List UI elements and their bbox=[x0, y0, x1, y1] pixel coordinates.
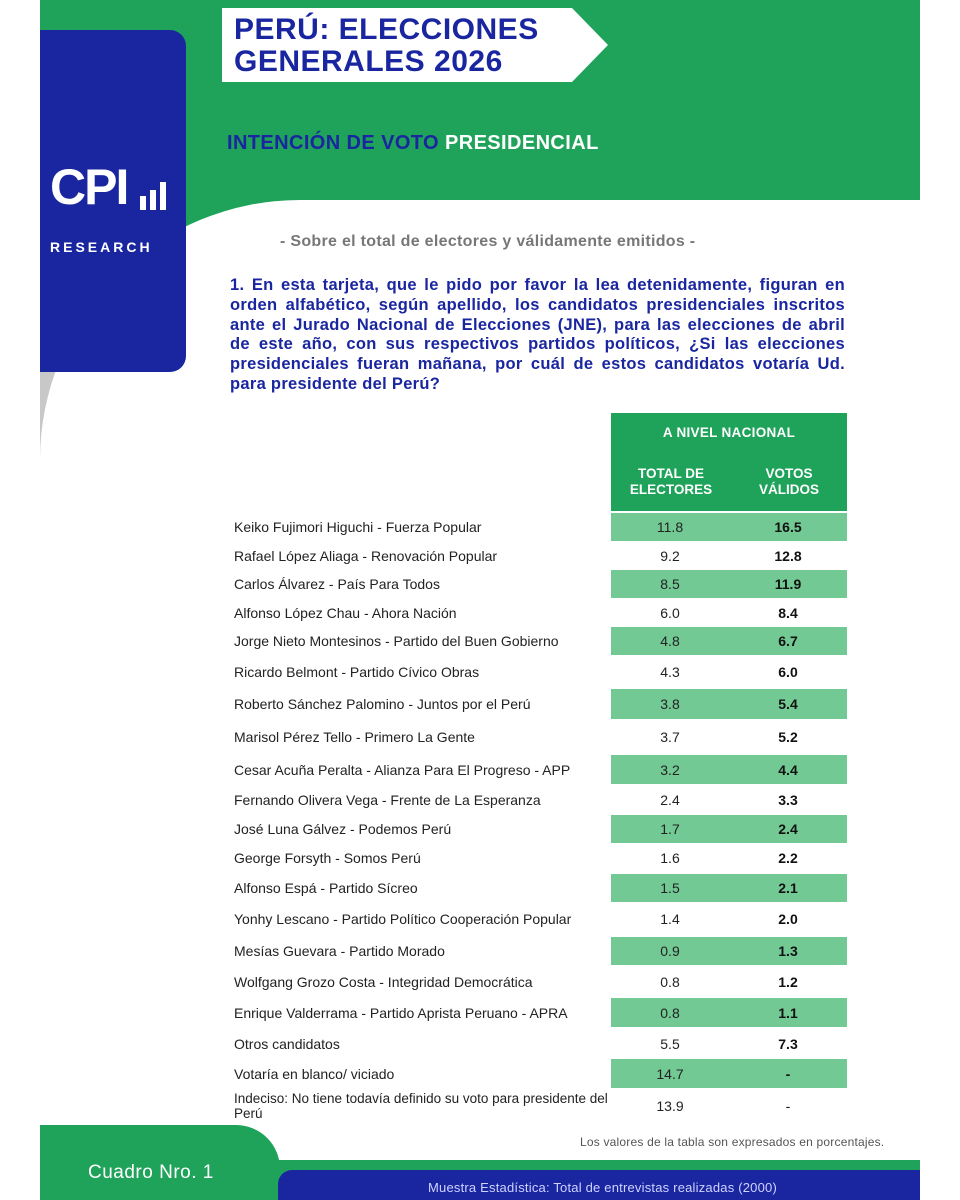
votos-validos-value: 1.2 bbox=[778, 974, 798, 990]
column-header-total-line2: ELECTORES bbox=[629, 482, 713, 497]
candidate-name: Enrique Valderrama - Partido Aprista Peruano - APRA bbox=[234, 1004, 568, 1021]
logo-name: CPI bbox=[50, 159, 128, 215]
table-row bbox=[230, 786, 847, 814]
total-electores-value: 5.5 bbox=[660, 1035, 680, 1052]
survey-question: 1. En esta tarjeta, que le pido por favor la lea detenidamente, figuran en orden alfabético, según apellido, los candidatos presidenciales inscritos ante el Jurado Nacional de Elecciones (JNE), para las elecciones de abril de este año, con sus respectivos partidos políticos, ¿Si las elecciones presidenciales fueran mañana, por cuál de estos candidatos votaría Ud. para presidente del Perú? bbox=[230, 276, 845, 393]
total-electores-value: 1.6 bbox=[660, 850, 680, 866]
total-electores-value: 3.8 bbox=[611, 689, 729, 719]
subtitle-white-part: PRESIDENCIAL bbox=[444, 132, 599, 154]
candidate-name: George Forsyth - Somos Perú bbox=[234, 850, 421, 866]
total-electores-value: 4.8 bbox=[611, 627, 729, 655]
candidate-name: Yonhy Lescano - Partido Político Cooperación Popular bbox=[234, 911, 572, 927]
column-header-total-line1: TOTAL DE bbox=[637, 466, 704, 481]
total-electores-value: 0.8 bbox=[611, 998, 729, 1027]
votos-validos-value: 11.9 bbox=[729, 570, 847, 598]
table-row bbox=[230, 542, 847, 570]
candidate-name: Roberto Sánchez Palomino - Juntos por el Perú bbox=[234, 696, 531, 712]
candidate-name: Keiko Fujimori Higuchi - Fuerza Popular bbox=[234, 519, 482, 535]
footer-sample-note: Muestra Estadística: Total de entrevistas realizadas (2000) bbox=[428, 1180, 778, 1195]
cpi-logo bbox=[40, 30, 186, 372]
table-row bbox=[230, 689, 847, 719]
total-electores-value: 6.0 bbox=[660, 605, 680, 621]
total-electores-value: 13.9 bbox=[656, 1098, 684, 1114]
total-electores-value: 1.5 bbox=[611, 874, 729, 902]
votos-validos-value: 4.4 bbox=[729, 755, 847, 784]
total-electores-value: 1.7 bbox=[611, 815, 729, 843]
votos-validos-value: 5.4 bbox=[729, 689, 847, 719]
votos-validos-value: 6.0 bbox=[778, 664, 798, 680]
candidate-name: Indeciso: No tiene todavía definido su voto para presidente del Perú bbox=[234, 1091, 608, 1121]
table-row bbox=[230, 658, 847, 686]
candidate-name: Fernando Olivera Vega - Frente de La Esperanza bbox=[234, 792, 541, 808]
candidate-name: Votaría en blanco/ viciado bbox=[234, 1065, 395, 1082]
candidate-name: Alfonso López Chau - Ahora Nación bbox=[234, 605, 457, 621]
logo-bars-icon bbox=[140, 180, 174, 210]
total-electores-value: 3.2 bbox=[611, 755, 729, 784]
table-row bbox=[230, 627, 847, 655]
votos-validos-value: 2.0 bbox=[778, 911, 798, 927]
total-electores-value: 1.4 bbox=[660, 911, 680, 927]
candidate-name: Marisol Pérez Tello - Primero La Gente bbox=[234, 729, 475, 745]
votos-validos-value: 2.2 bbox=[778, 850, 798, 866]
title-tag bbox=[222, 8, 608, 82]
table-footnote: Los valores de la tabla son expresados en porcentajes. bbox=[580, 1135, 885, 1149]
candidate-name: Jorge Nieto Montesinos - Partido del Buen Gobierno bbox=[234, 633, 559, 649]
total-electores-value: 9.2 bbox=[660, 548, 680, 564]
total-electores-value: 8.5 bbox=[611, 570, 729, 598]
candidate-name: Wolfgang Grozo Costa - Integridad Democrática bbox=[234, 974, 533, 990]
candidate-name: José Luna Gálvez - Podemos Perú bbox=[234, 821, 452, 837]
votos-validos-value: 5.2 bbox=[778, 729, 798, 745]
title-line-1: PERÚ: ELECCIONES bbox=[234, 13, 539, 46]
votos-validos-value: 6.7 bbox=[729, 627, 847, 655]
logo-tagline: RESEARCH bbox=[50, 239, 153, 255]
candidate-name: Cesar Acuña Peralta - Alianza Para El Progreso - APP bbox=[234, 761, 571, 778]
candidate-name: Alfonso Espá - Partido Sícreo bbox=[234, 880, 418, 896]
page-title bbox=[234, 14, 539, 78]
candidate-name: Otros candidatos bbox=[234, 1035, 340, 1052]
footer-label: Cuadro Nro. 1 bbox=[88, 1162, 214, 1183]
report-page bbox=[40, 0, 920, 1200]
votos-validos-value: 1.3 bbox=[729, 937, 847, 965]
table-row bbox=[230, 570, 847, 598]
table-row bbox=[230, 1059, 847, 1088]
column-header-validos-line1: VOTOS bbox=[765, 466, 813, 481]
column-header-validos bbox=[729, 466, 849, 498]
votos-validos-value: - bbox=[729, 1059, 847, 1088]
votos-validos-value: 2.1 bbox=[729, 874, 847, 902]
table-row bbox=[230, 1029, 847, 1058]
candidate-name: Carlos Álvarez - País Para Todos bbox=[234, 576, 440, 592]
total-electores-value: 3.7 bbox=[660, 729, 680, 745]
total-electores-value: 0.8 bbox=[660, 974, 680, 990]
total-electores-value: 11.8 bbox=[611, 513, 729, 541]
table-row bbox=[230, 1090, 847, 1122]
votos-validos-value: 12.8 bbox=[774, 548, 802, 564]
votos-validos-value: 1.1 bbox=[729, 998, 847, 1027]
column-header-validos-line2: VÁLIDOS bbox=[758, 482, 819, 497]
section-note: - Sobre el total de electores y válidamente emitidos - bbox=[280, 233, 696, 250]
votos-validos-value: 7.3 bbox=[778, 1035, 798, 1052]
table-row bbox=[230, 513, 847, 541]
total-electores-value: 14.7 bbox=[611, 1059, 729, 1088]
table-row bbox=[230, 722, 847, 752]
table-row bbox=[230, 844, 847, 872]
table-row bbox=[230, 905, 847, 933]
candidate-name: Rafael López Aliaga - Renovación Popular bbox=[234, 548, 498, 564]
table-header bbox=[611, 413, 847, 511]
votos-validos-value: 3.3 bbox=[778, 792, 798, 808]
votos-validos-value: 8.4 bbox=[778, 605, 798, 621]
table-row bbox=[230, 968, 847, 996]
total-electores-value: 2.4 bbox=[660, 792, 680, 808]
table-row bbox=[230, 874, 847, 902]
votos-validos-value: 2.4 bbox=[729, 815, 847, 843]
page-subtitle bbox=[227, 132, 599, 155]
table-row bbox=[230, 937, 847, 965]
candidate-name: Ricardo Belmont - Partido Cívico Obras bbox=[234, 664, 480, 680]
table-row bbox=[230, 815, 847, 843]
column-header-total bbox=[611, 466, 731, 498]
votos-validos-value: 16.5 bbox=[729, 513, 847, 541]
subtitle-blue-part: INTENCIÓN DE VOTO bbox=[227, 132, 440, 154]
title-line-2: GENERALES 2026 bbox=[234, 45, 503, 78]
table-row bbox=[230, 755, 847, 784]
total-electores-value: 4.3 bbox=[660, 664, 680, 680]
total-electores-value: 0.9 bbox=[611, 937, 729, 965]
table-row bbox=[230, 998, 847, 1027]
votos-validos-value: - bbox=[785, 1098, 791, 1114]
table-group-header: A NIVEL NACIONAL bbox=[662, 425, 796, 440]
table-row bbox=[230, 599, 847, 627]
candidate-name: Mesías Guevara - Partido Morado bbox=[234, 943, 445, 959]
